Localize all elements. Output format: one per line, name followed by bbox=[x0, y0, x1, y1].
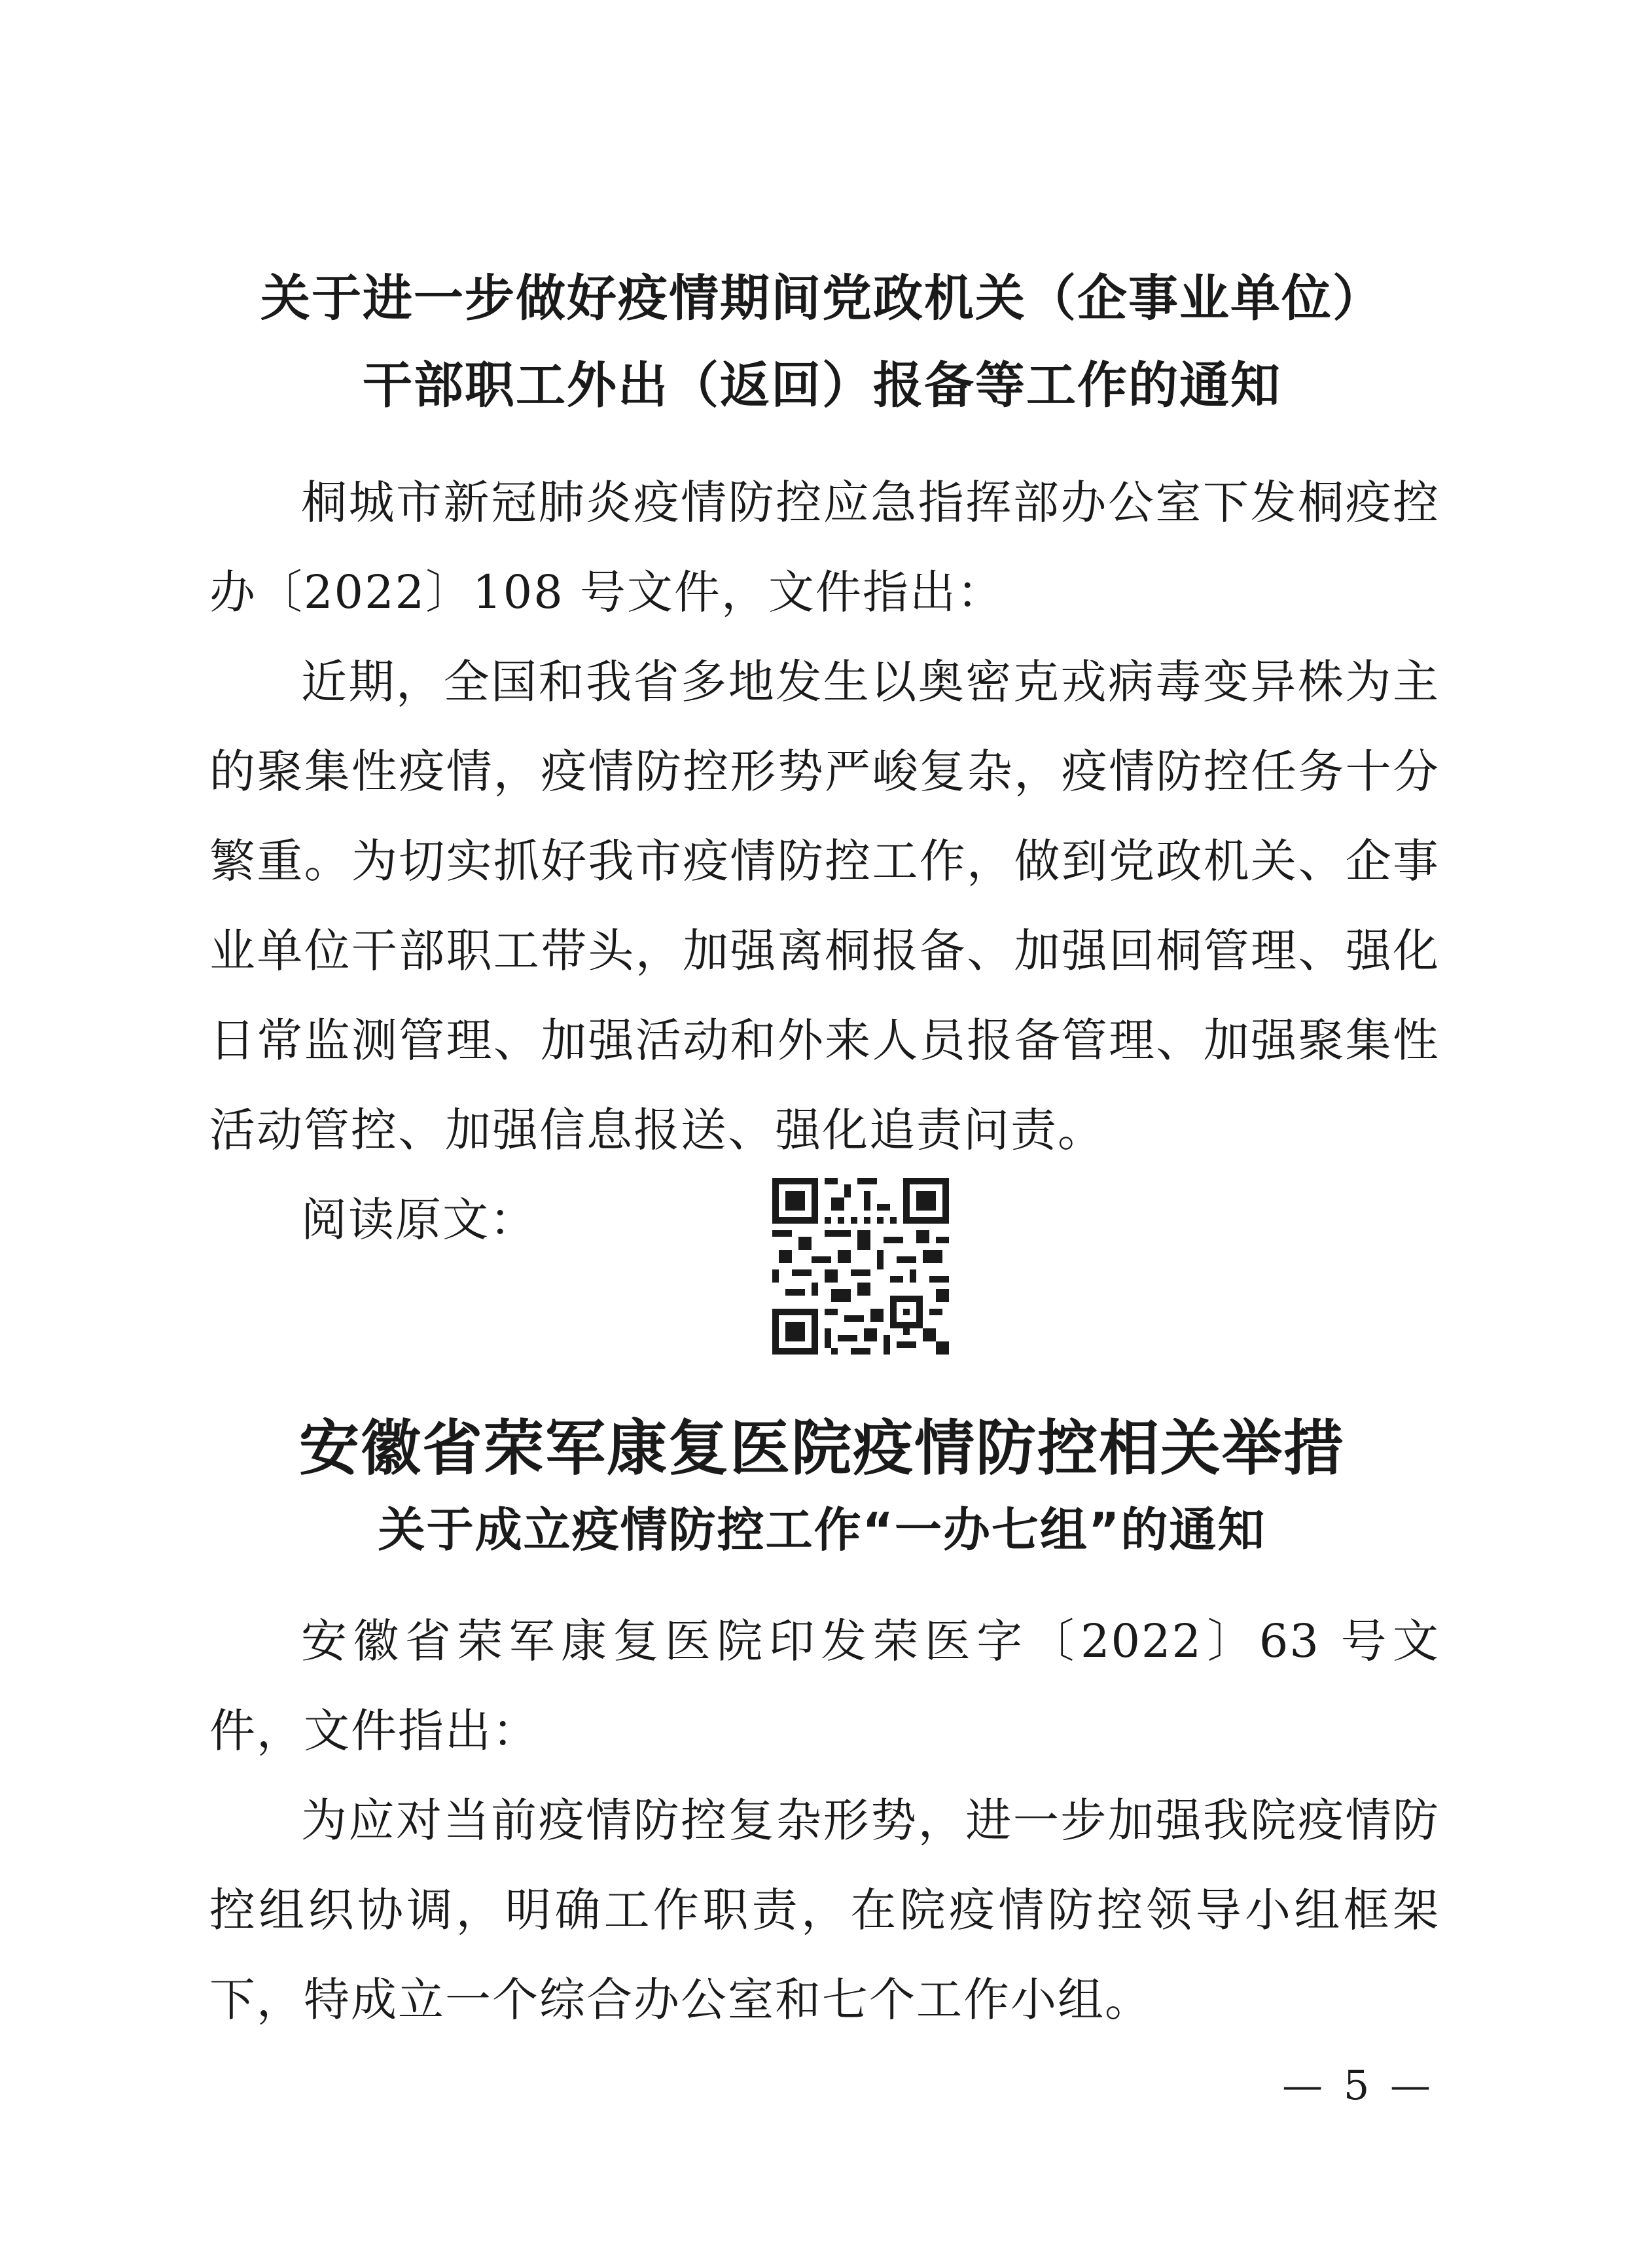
section2-paragraph-1: 安徽省荣军康复医院印发荣医字〔2022〕63 号文件，文件指出： bbox=[209, 1614, 1440, 1758]
section2-title-line1: 安徽省荣军康复医院疫情防控相关举措 bbox=[298, 1413, 1345, 1483]
section1-paragraph-2: 近期，全国和我省多地发生以奥密克戎病毒变异株为主的聚集性疫情，疫情防控形势严峻复杂，疫情防控任务十分繁重。为切实抓好我市疫情防控工作，做到党政机关、企事业单位干部职工带头，加强离桐报备、加强回桐管理、强化日常监测管理、加强活动和外来人员报备管理、加强聚集性活动管控、加强信息报送、强化追责问责。 bbox=[209, 655, 1440, 1157]
section1-title-line1: 关于进一步做好疫情期间党政机关（企事业单位） bbox=[260, 269, 1384, 327]
section2-title-line2: 关于成立疫情防控工作“一办七组”的通知 bbox=[378, 1502, 1266, 1557]
section1-title-line2: 干部职工外出（返回）报备等工作的通知 bbox=[363, 356, 1281, 414]
read-original-label: 阅读原文： bbox=[301, 1193, 537, 1247]
section1-paragraph-1: 桐城市新冠肺炎疫情防控应急指挥部办公室下发桐疫控办〔2022〕108 号文件，文件指出： bbox=[209, 476, 1440, 619]
section2-paragraph-2: 为应对当前疫情防控复杂形势，进一步加强我院疫情防控组织协调，明确工作职责，在院疫情防控领导小组框架下，特成立一个综合办公室和七个工作小组。 bbox=[209, 1794, 1440, 2027]
qr-code-icon[interactable] bbox=[772, 1178, 949, 1355]
page-number: — 5 — bbox=[1282, 2061, 1435, 2109]
